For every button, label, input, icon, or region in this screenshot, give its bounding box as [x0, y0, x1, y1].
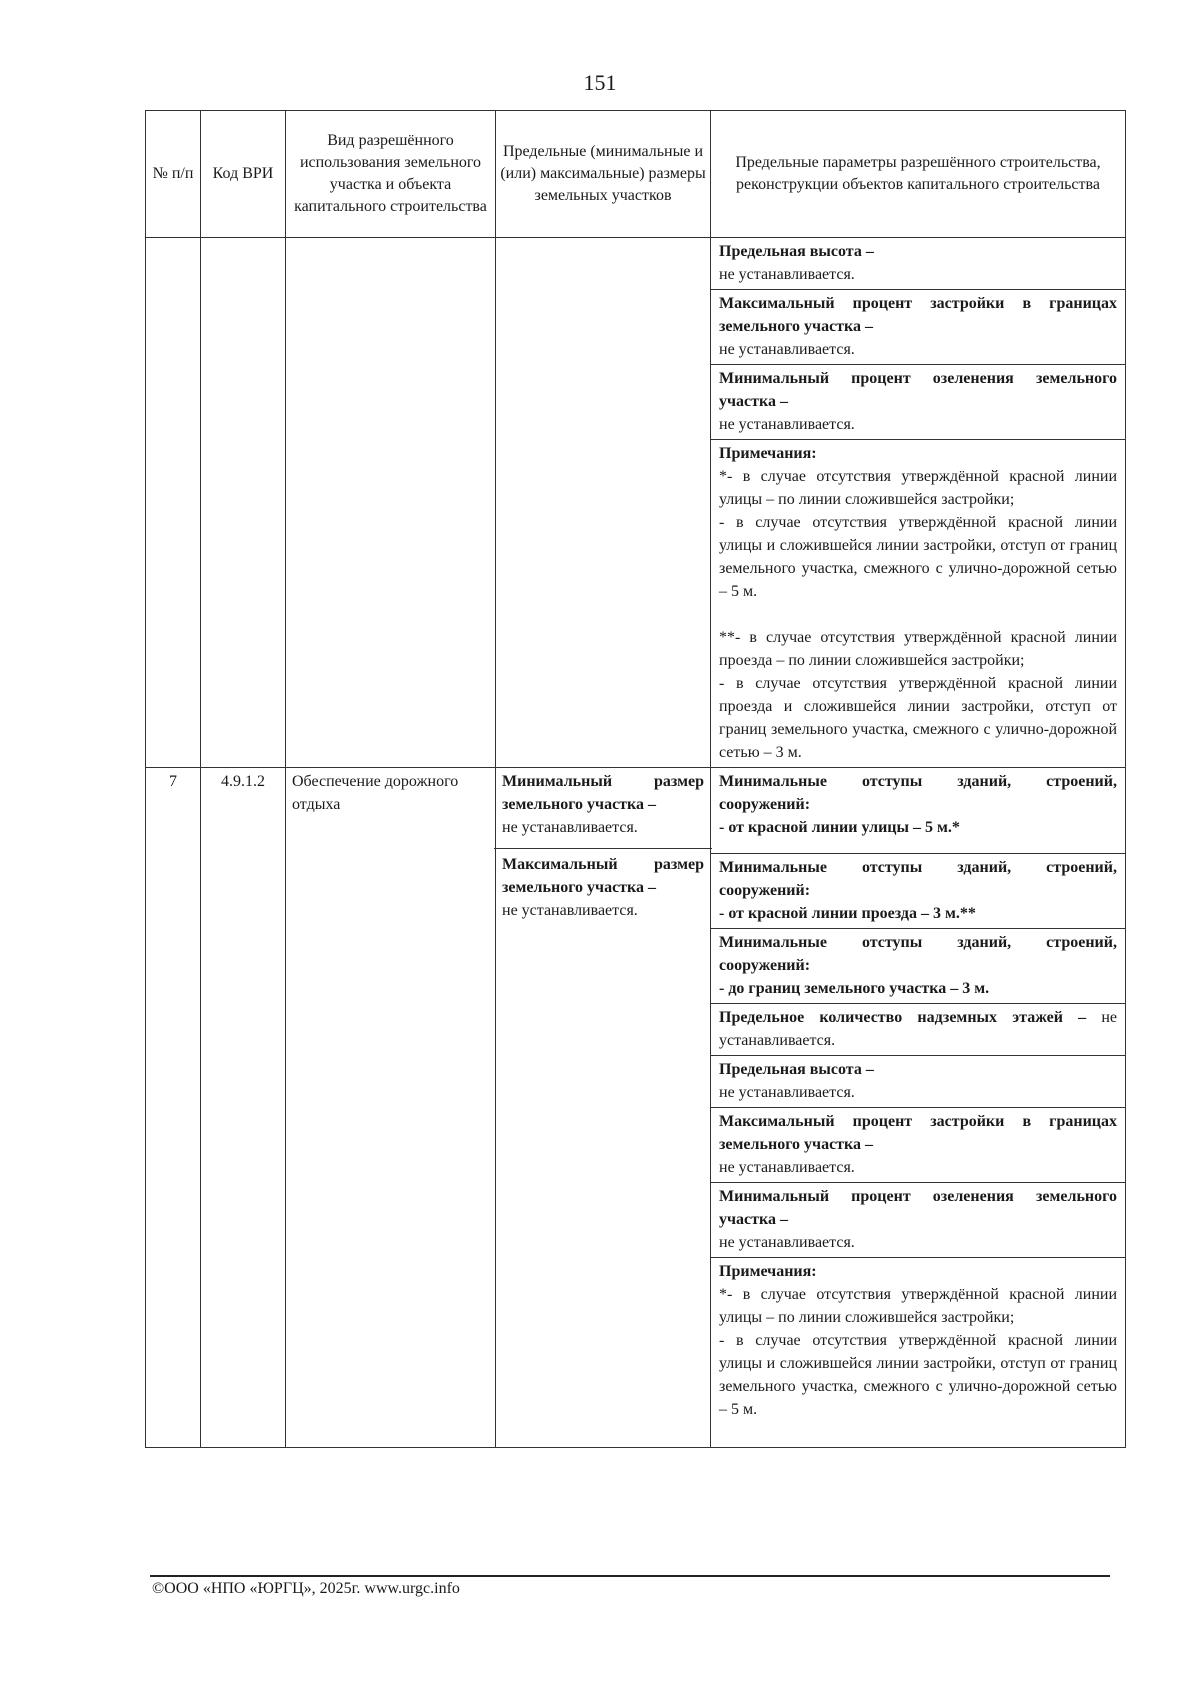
- param-heading: Предельная высота –: [719, 1061, 874, 1078]
- param-value: не устанавливается.: [719, 1159, 855, 1176]
- param-value: не устанавливается.: [719, 1084, 855, 1101]
- header-use-type: Вид разрешённого использования земельного участка и объекта капитального строительства: [286, 111, 496, 238]
- param-block: [711, 1056, 1125, 1108]
- param-value: не устанавливается.: [719, 341, 855, 358]
- param-value: не устанавливается.: [719, 1234, 855, 1251]
- table-header-row: [146, 111, 1126, 238]
- param-value: не устанавливается.: [719, 416, 855, 433]
- param-heading: Минимальные отступы зданий, строений, сооружений:: [719, 773, 1117, 813]
- table-row-continued: [146, 238, 1126, 768]
- param-block: [711, 238, 1125, 290]
- header-code: Код ВРИ: [201, 111, 286, 238]
- notes-block: [711, 440, 1125, 767]
- cell-code: 4.9.1.2: [201, 768, 286, 1448]
- cell-params: [711, 768, 1126, 1448]
- size-block-max: [494, 848, 712, 922]
- param-heading: Минимальный процент озеленения земельного участка –: [719, 1188, 1117, 1228]
- param-block: [711, 854, 1125, 929]
- note-paragraph: *- в случае отсутствия утверждённой красной линии улицы – по линии сложившейся застройки;: [719, 468, 1117, 508]
- param-heading: Максимальный процент застройки в границах земельного участка –: [719, 1113, 1117, 1153]
- table-row-7: [146, 768, 1126, 1448]
- cell-sizes: [496, 768, 711, 1448]
- header-params: Предельные параметры разрешённого строительства, реконструкции объектов капитального строительства: [711, 111, 1126, 238]
- cell-code-empty: [201, 238, 286, 768]
- cell-num: 7: [146, 768, 201, 1448]
- param-heading: Предельная высота –: [719, 243, 874, 260]
- page-number: 151: [583, 70, 617, 95]
- note-paragraph: - в случае отсутствия утверждённой красной линии улицы и сложившейся линии застройки, отступ от границ земельного участка, смежного с улично-дорожной сетью – 5 м.: [719, 1332, 1117, 1418]
- param-heading: Минимальные отступы зданий, строений, сооружений:: [719, 934, 1117, 974]
- note-paragraph: **- в случае отсутствия утверждённой красной линии проезда – по линии сложившейся застройки;: [719, 629, 1117, 669]
- regulations-table: [145, 110, 1126, 1448]
- param-line: - до границ земельного участка – 3 м.: [719, 980, 990, 997]
- cell-sizes-empty: [496, 238, 711, 768]
- param-line: - от красной линии проезда – 3 м.**: [719, 905, 976, 922]
- size-block-min: [502, 770, 704, 848]
- param-block: [711, 929, 1125, 1004]
- param-value: не устанавливается.: [719, 1009, 1117, 1049]
- note-paragraph: - в случае отсутствия утверждённой красной линии улицы и сложившейся линии застройки, отступ от границ земельного участка, смежного с улично-дорожной сетью – 5 м.: [719, 514, 1117, 600]
- size-heading: Максимальный размер земельного участка –: [502, 856, 704, 896]
- param-block: [711, 290, 1125, 365]
- size-value: не устанавливается.: [502, 819, 638, 836]
- note-paragraph: - в случае отсутствия утверждённой красной линии проезда и сложившейся линии застройки, отступ от границ земельного участка, смежного с улично-дорожной сетью – 3 м.: [719, 675, 1117, 761]
- param-block: [711, 365, 1125, 440]
- footer-divider: [150, 1575, 1110, 1577]
- cell-params-continued: [711, 238, 1126, 768]
- param-heading: Предельное количество надземных этажей –: [719, 1009, 1087, 1026]
- header-plot-sizes: Предельные (минимальные и (или) максимальные) размеры земельных участков: [496, 111, 711, 238]
- param-block: [711, 1108, 1125, 1183]
- param-heading: Минимальный процент озеленения земельного участка –: [719, 370, 1117, 410]
- size-value: не устанавливается.: [502, 902, 638, 919]
- param-line: - от красной линии улицы – 5 м.*: [719, 819, 960, 836]
- param-block: [711, 768, 1125, 854]
- cell-num-empty: [146, 238, 201, 768]
- param-heading: Минимальные отступы зданий, строений, сооружений:: [719, 859, 1117, 899]
- param-block: [711, 1183, 1125, 1258]
- param-heading: Максимальный процент застройки в границах земельного участка –: [719, 295, 1117, 335]
- header-num: № п/п: [146, 111, 201, 238]
- notes-block: [711, 1258, 1125, 1447]
- notes-title: Примечания:: [719, 1263, 817, 1280]
- footer-copyright: ©ООО «НПО «ЮРГЦ», 2025г. www.urgc.info: [152, 1580, 460, 1597]
- notes-title: Примечания:: [719, 445, 817, 462]
- size-heading: Минимальный размер земельного участка –: [502, 773, 704, 813]
- cell-use-type-empty: [286, 238, 496, 768]
- param-block: [711, 1004, 1125, 1056]
- cell-use-type: Обеспечение дорожного отдыха: [286, 768, 496, 1448]
- param-value: не устанавливается.: [719, 266, 855, 283]
- note-paragraph: *- в случае отсутствия утверждённой красной линии улицы – по линии сложившейся застройки;: [719, 1286, 1117, 1326]
